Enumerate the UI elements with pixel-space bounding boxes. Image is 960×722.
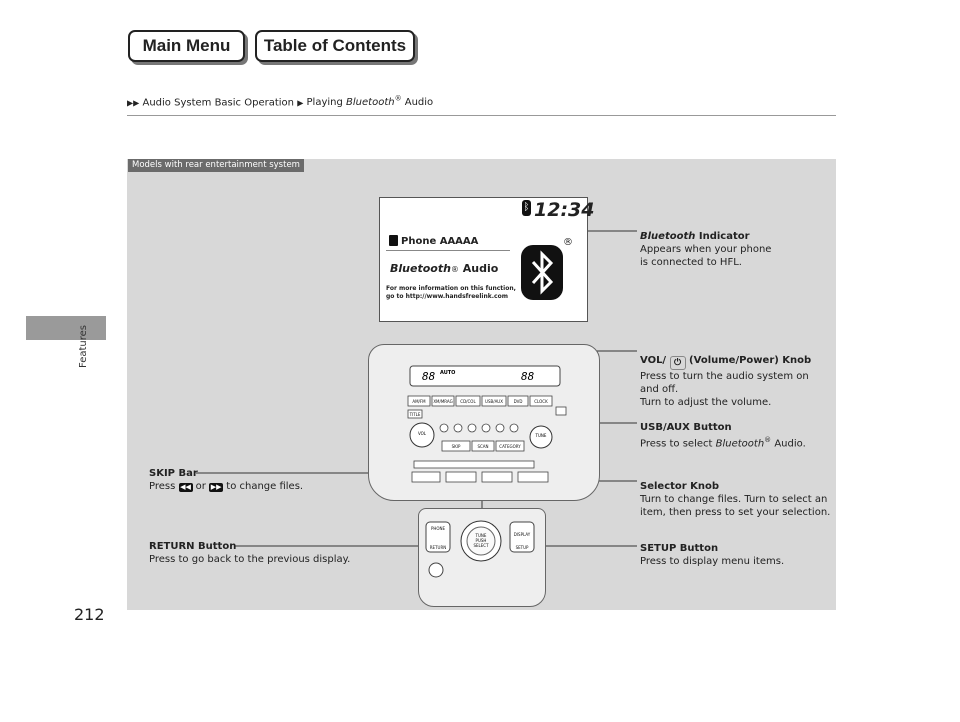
callout-volume-knob: VOL/ ⏻ (Volume/Power) Knob Press to turn the audio system on and off. Turn to adjust the volume. bbox=[640, 355, 812, 408]
svg-text:DISPLAY: DISPLAY bbox=[513, 532, 531, 537]
svg-text:SCAN: SCAN bbox=[477, 444, 489, 449]
registered-mark: ® bbox=[563, 237, 573, 248]
page-number: 212 bbox=[74, 605, 105, 624]
table-of-contents-button[interactable]: Table of Contents bbox=[255, 30, 415, 62]
callout-return-button: RETURN Button Press to go back to the previous display. bbox=[149, 541, 351, 565]
callout-selector-knob: Selector Knob Turn to change files. Turn to select an item, then press to set your selection. bbox=[640, 481, 831, 518]
svg-text:CLOCK: CLOCK bbox=[534, 399, 548, 404]
breadcrumb-arrow-icon: ▶ bbox=[297, 98, 304, 108]
breadcrumb-item-bluetooth-audio[interactable]: Playing Bluetooth® Audio bbox=[306, 95, 434, 109]
console-display-left: 88 bbox=[422, 370, 436, 383]
svg-text:TITLE: TITLE bbox=[409, 412, 421, 417]
screen-info-text: For more information on this function, go to http://www.handsfreelink.com bbox=[386, 285, 516, 300]
main-menu-button[interactable]: Main Menu bbox=[128, 30, 245, 62]
callout-bluetooth-indicator: Bluetooth Indicator Appears when your phone is connected to HFL. bbox=[640, 231, 772, 268]
console-auto-label: AUTO bbox=[440, 370, 456, 376]
callout-usb-aux-button: USB/AUX Button Press to select Bluetooth® Audio. bbox=[640, 422, 806, 450]
svg-text:RETURN: RETURN bbox=[429, 545, 447, 550]
screen-phone-name: Phone AAAAA bbox=[389, 235, 478, 247]
svg-text:TUNE: TUNE bbox=[535, 433, 547, 438]
svg-text:SELECT: SELECT bbox=[473, 543, 489, 548]
model-applicability-tag: Models with rear entertainment system bbox=[128, 159, 304, 172]
phone-icon bbox=[389, 235, 398, 246]
svg-text:VOL: VOL bbox=[417, 431, 427, 436]
bluetooth-indicator-icon: ᛒ bbox=[522, 200, 531, 216]
screen-divider bbox=[386, 250, 510, 251]
breadcrumb-arrow-icon: ▶▶ bbox=[127, 98, 140, 108]
callout-skip-bar: SKIP Bar Press ◀◀ or ▶▶ to change files. bbox=[149, 468, 304, 492]
chapter-label: Features bbox=[78, 325, 89, 368]
svg-text:PHONE: PHONE bbox=[430, 526, 446, 531]
callout-setup-button: SETUP Button Press to display menu items. bbox=[640, 543, 785, 567]
svg-text:SKIP: SKIP bbox=[451, 444, 461, 449]
console-detail bbox=[368, 344, 598, 499]
screen-bluetooth-audio-title: Bluetooth® Audio bbox=[390, 262, 499, 275]
svg-text:PUSH: PUSH bbox=[475, 538, 487, 543]
console-display-right: 88 bbox=[521, 370, 535, 383]
svg-text:AM/FM: AM/FM bbox=[412, 399, 426, 404]
svg-text:CATEGORY: CATEGORY bbox=[499, 444, 521, 449]
svg-text:CD/COL: CD/COL bbox=[460, 399, 476, 404]
breadcrumb-item-basic-operation[interactable]: Audio System Basic Operation bbox=[142, 97, 294, 109]
svg-text:XM/MRAG: XM/MRAG bbox=[433, 399, 453, 404]
svg-text:TUNE: TUNE bbox=[475, 533, 487, 538]
svg-text:DVD: DVD bbox=[513, 399, 523, 404]
lower-console-detail bbox=[418, 508, 544, 605]
svg-text:USB/AUX: USB/AUX bbox=[485, 399, 503, 404]
skip-back-icon: ◀◀ bbox=[180, 483, 191, 491]
skip-forward-icon: ▶▶ bbox=[210, 483, 222, 491]
power-icon: ⏻ bbox=[670, 356, 686, 370]
svg-text:SETUP: SETUP bbox=[515, 545, 529, 550]
bluetooth-logo-icon bbox=[521, 245, 563, 300]
screen-clock: 12:34 bbox=[534, 199, 595, 221]
